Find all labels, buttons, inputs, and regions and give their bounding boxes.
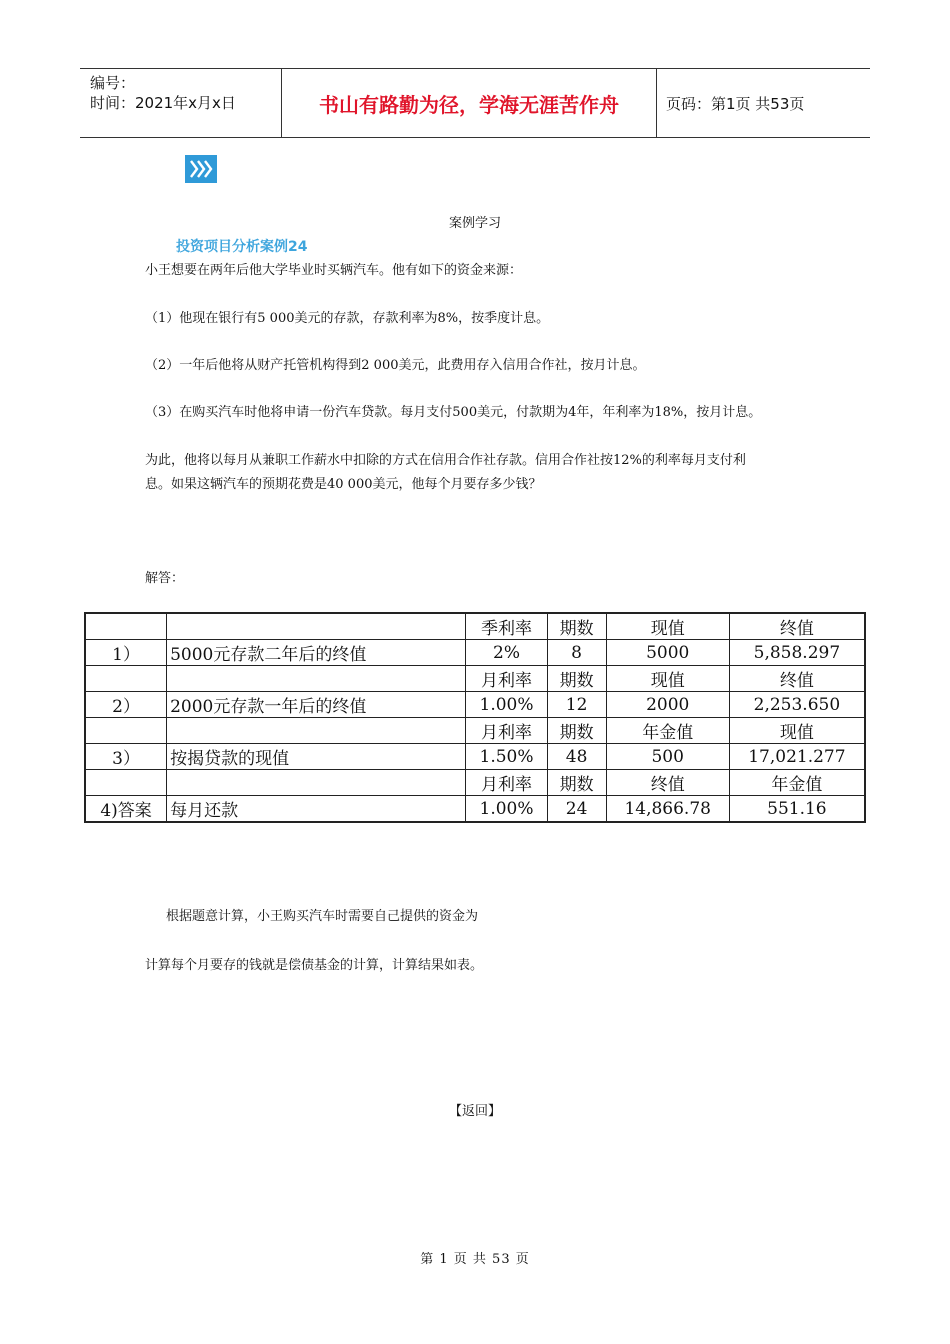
question-line-2: 息。如果这辆汽车的预期花费是40 000美元，他每个月要存多少钱？ xyxy=(145,477,542,492)
table-cell: 现值 xyxy=(606,666,729,692)
table-cell: 每月还款 xyxy=(167,796,466,823)
table-cell: 551.16 xyxy=(729,796,865,823)
table-header-row xyxy=(85,770,865,796)
table-cell: 期数 xyxy=(547,770,606,796)
doc-date: 时间：2021年x月x日 xyxy=(90,94,236,112)
table-row xyxy=(85,692,865,718)
table-cell: 12 xyxy=(547,692,606,718)
funding-item-3: （3）在购买汽车时他将申请一份汽车贷款。每月支付500美元，付款期为4年，年利率为18%，按月计息。 xyxy=(145,405,762,420)
table-row xyxy=(85,744,865,770)
header-motto: 书山有路勤为径，学海无涯苦作舟 xyxy=(319,92,619,117)
table-row xyxy=(85,796,865,823)
table-cell: 1） xyxy=(85,640,167,666)
table-cell: 现值 xyxy=(729,718,865,744)
page-header xyxy=(80,68,870,138)
table-header-row xyxy=(85,666,865,692)
table-cell: 月利率 xyxy=(466,770,547,796)
conclusion-line-1: 根据题意计算，小王购买汽车时需要自己提供的资金为 xyxy=(166,909,479,924)
table-cell: 17,021.277 xyxy=(729,744,865,770)
table-cell: 月利率 xyxy=(466,666,547,692)
table-cell xyxy=(167,666,466,692)
table-cell: 14,866.78 xyxy=(606,796,729,823)
answer-label: 解答： xyxy=(145,571,185,586)
table-cell: 1.50% xyxy=(466,744,547,770)
table-cell: 4)答案 xyxy=(85,796,167,823)
table-row xyxy=(85,640,865,666)
table-cell: 按揭贷款的现值 xyxy=(167,744,466,770)
table-cell: 期数 xyxy=(547,613,606,640)
table-cell: 期数 xyxy=(547,718,606,744)
table-cell: 48 xyxy=(547,744,606,770)
table-cell xyxy=(167,770,466,796)
table-cell: 2000元存款一年后的终值 xyxy=(167,692,466,718)
table-cell: 1.00% xyxy=(466,796,547,823)
table-cell: 5,858.297 xyxy=(729,640,865,666)
table-cell xyxy=(167,718,466,744)
calculation-table xyxy=(84,612,866,823)
intro-paragraph: 小王想要在两年后他大学毕业时买辆汽车。他有如下的资金来源： xyxy=(145,263,523,278)
table-cell: 期数 xyxy=(547,666,606,692)
table-cell xyxy=(85,613,167,640)
table-cell: 5000 xyxy=(606,640,729,666)
funding-item-2: （2）一年后他将从财产托管机构得到2 000美元，此费用存入信用合作社，按月计息。 xyxy=(145,358,646,373)
table-cell: 终值 xyxy=(729,666,865,692)
table-cell: 现值 xyxy=(606,613,729,640)
table-cell: 3） xyxy=(85,744,167,770)
table-cell: 2% xyxy=(466,640,547,666)
table-header-row xyxy=(85,613,865,640)
table-cell: 500 xyxy=(606,744,729,770)
funding-item-1: （1）他现在银行有5 000美元的存款，存款利率为8%，按季度计息。 xyxy=(145,311,550,326)
header-meta xyxy=(80,69,280,137)
table-cell xyxy=(85,666,167,692)
case-title: 投资项目分析案例24 xyxy=(176,239,308,255)
table-cell: 1.00% xyxy=(466,692,547,718)
table-cell xyxy=(85,718,167,744)
table-cell: 2） xyxy=(85,692,167,718)
table-cell: 24 xyxy=(547,796,606,823)
table-header-row xyxy=(85,718,865,744)
table-cell: 2000 xyxy=(606,692,729,718)
table-cell: 年金值 xyxy=(606,718,729,744)
return-link[interactable]: 【返回】 xyxy=(448,1104,501,1119)
doc-code: 编号： xyxy=(90,74,136,92)
double-chevron-right-icon[interactable] xyxy=(185,155,217,183)
table-cell: 月利率 xyxy=(466,718,547,744)
table-cell: 季利率 xyxy=(466,613,547,640)
page-footer: 第 1 页 共 53 页 xyxy=(420,1252,530,1267)
table-cell xyxy=(167,613,466,640)
table-cell: 终值 xyxy=(606,770,729,796)
section-title: 案例学习 xyxy=(448,216,501,231)
header-page-info: 页码：第1页 共53页 xyxy=(666,94,805,113)
table-cell: 2,253.650 xyxy=(729,692,865,718)
table-cell: 8 xyxy=(547,640,606,666)
table-cell: 5000元存款二年后的终值 xyxy=(167,640,466,666)
conclusion-line-2: 计算每个月要存的钱就是偿债基金的计算，计算结果如表。 xyxy=(145,958,484,973)
table-cell xyxy=(85,770,167,796)
header-divider xyxy=(656,69,657,137)
table-cell: 年金值 xyxy=(729,770,865,796)
question-line-1: 为此，他将以每月从兼职工作薪水中扣除的方式在信用合作社存款。信用合作社按12%的利率每月支付利 xyxy=(145,453,746,468)
table-cell: 终值 xyxy=(729,613,865,640)
